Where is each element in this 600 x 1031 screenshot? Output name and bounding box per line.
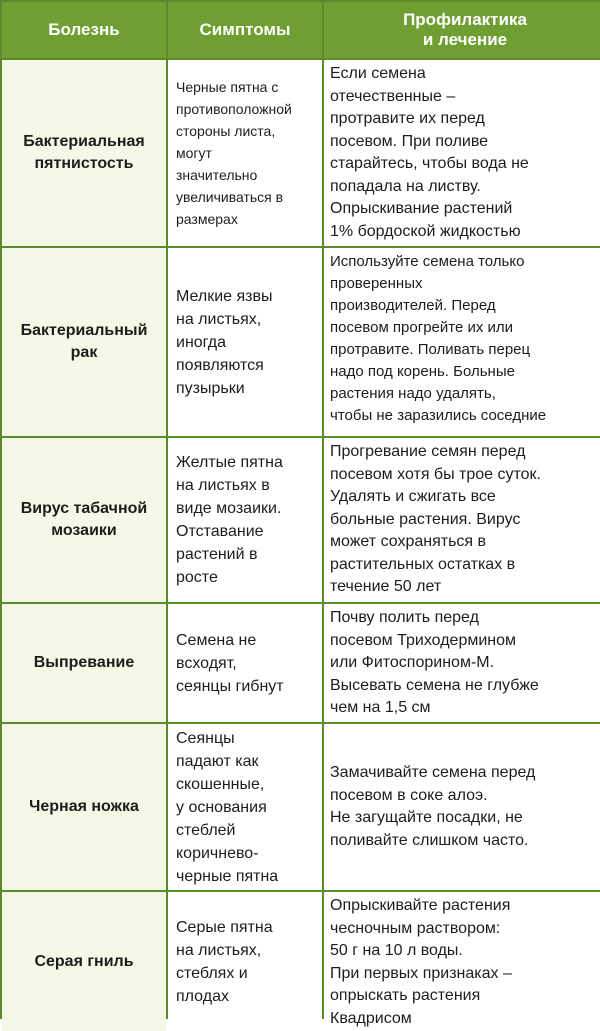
row-5-treatment: Замачивайте семена перед посевом в соке алоэ. Не загущайте посадки, не поливайте слишком часто.: [324, 724, 600, 890]
header-symptoms: Симптомы: [168, 2, 322, 58]
row-4-symptoms: Семена не всходят, сеянцы гибнут: [168, 604, 322, 722]
row-5-disease: Черная ножка: [2, 724, 166, 890]
row-5-symptoms: Сеянцы падают как скошенные, у основания стеблей коричнево- черные пятна: [168, 724, 322, 890]
row-4-treatment: Почву полить перед посевом Триходермином или Фитоспорином-М. Высевать семена не глубже чем на 1,5 см: [324, 604, 600, 722]
header-prevention: [324, 2, 600, 58]
row-1-symptoms: Черные пятна с противоположной стороны листа, могут значительно увеличиваться в размерах: [168, 60, 322, 246]
header-prevention-line1: Профилактика: [403, 10, 527, 29]
row-6-disease: Серая гниль: [2, 892, 166, 1031]
row-3-disease: Вирус табачной мозаики: [2, 438, 166, 602]
row-2-symptoms: Мелкие язвы на листьях, иногда появляются пузырьки: [168, 248, 322, 436]
row-2-disease: Бактериальный рак: [2, 248, 166, 436]
row-2-treatment: Используйте семена только проверенных производителей. Перед посевом прогрейте их или протравите. Поливать перец надо под корень. Больные растения надо удалять, чтобы не заразились соседние: [324, 248, 600, 436]
row-4-disease: Выпревание: [2, 604, 166, 722]
row-6-treatment: Опрыскивайте растения чесночным раствором: 50 г на 10 л воды. При первых признаках – опрыскать растения Квадрисом: [324, 892, 600, 1031]
row-3-treatment: Прогревание семян перед посевом хотя бы трое суток. Удалять и сжигать все больные растения. Вирус может сохраняться в растительных остатках в течение 50 лет: [324, 438, 600, 602]
header-prevention-line2: и лечение: [422, 30, 508, 49]
row-6-symptoms: Серые пятна на листьях, стеблях и плодах: [168, 892, 322, 1031]
row-1-disease: Бактериальная пятнистость: [2, 60, 166, 246]
row-3-symptoms: Желтые пятна на листьях в виде мозаики. Отставание растений в росте: [168, 438, 322, 602]
row-1-treatment: Если семена отечественные – протравите их перед посевом. При поливе старайтесь, чтобы вода не попадала на листву. Опрыскивание растений 1% бордоской жидкостью: [324, 60, 600, 246]
header-disease: Болезнь: [2, 2, 166, 58]
